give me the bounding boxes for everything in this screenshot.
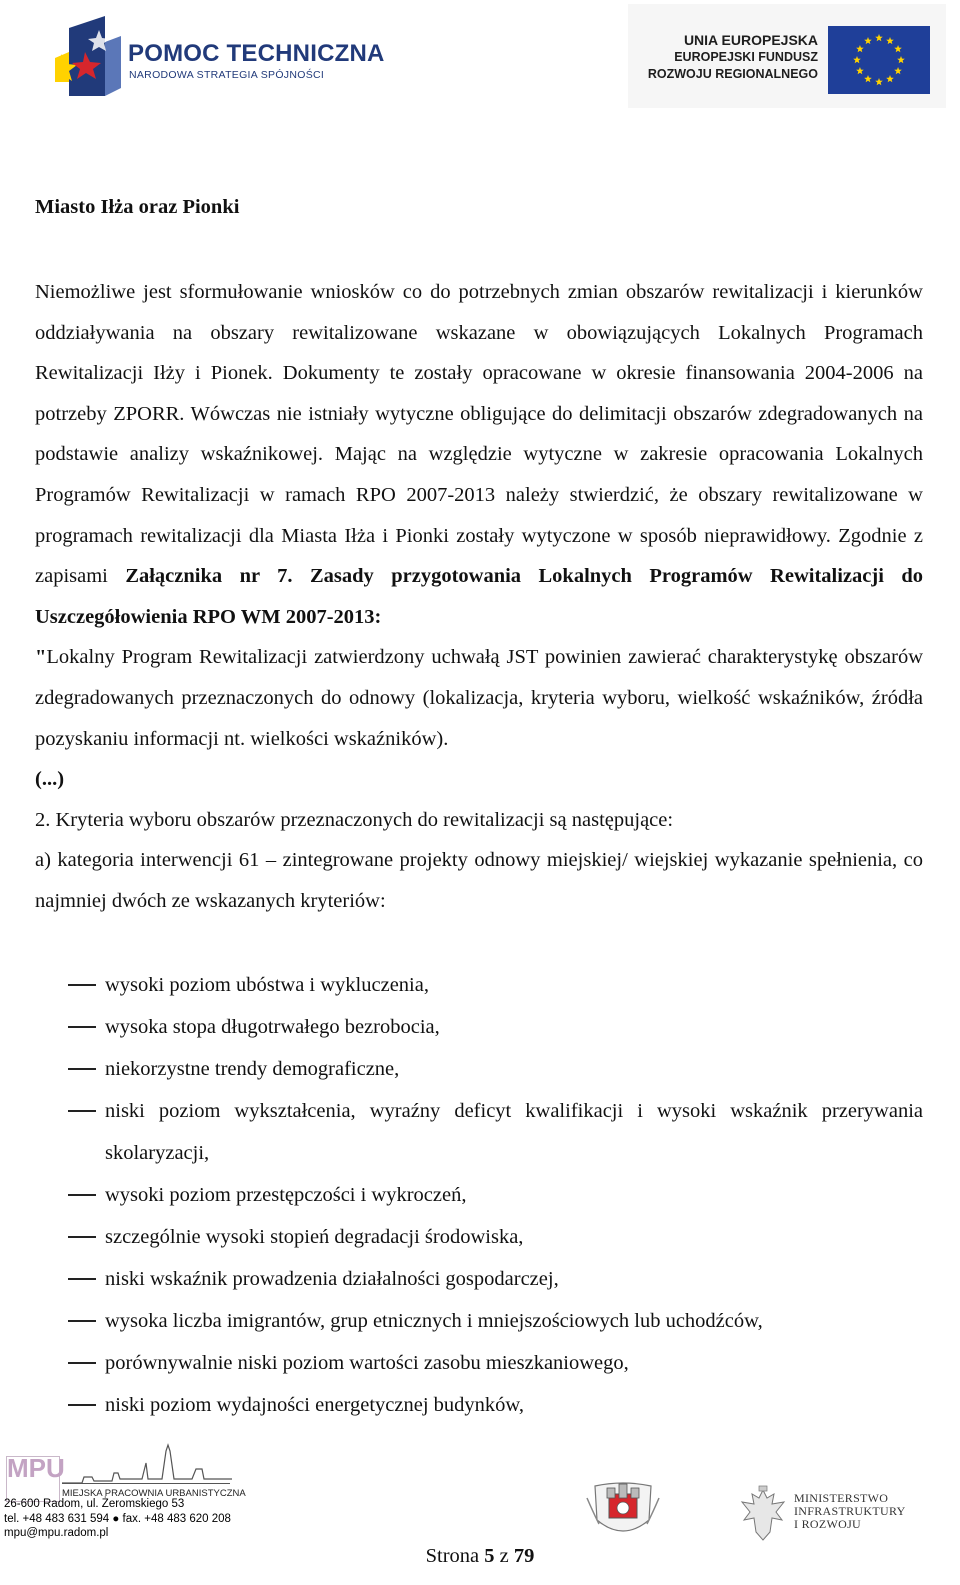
section-heading: Miasto Iłża oraz Pionki — [35, 196, 240, 218]
list-item — [35, 1174, 923, 1216]
eu-line-2: EUROPEJSKI FUNDUSZ — [674, 50, 818, 64]
criterion-text: wysoki poziom ubóstwa i wykluczenia, — [105, 974, 429, 996]
page-separator: z — [499, 1545, 509, 1567]
criteria-list — [35, 964, 923, 1426]
dash-bullet-icon — [68, 1194, 96, 1196]
pomoc-techniczna-emblem-icon — [55, 12, 125, 102]
mpu-divider — [62, 1483, 230, 1484]
eu-flag-icon — [828, 26, 930, 94]
criterion-text: wysoka stopa długotrwałego bezrobocia, — [105, 1016, 440, 1038]
list-item — [35, 1216, 923, 1258]
dash-bullet-icon — [68, 1110, 96, 1112]
dash-bullet-icon — [68, 1068, 96, 1070]
point-a: a) kategoria interwencji 61 – zintegrowane projekty odnowy miejskiej/ wiejskiej wykazanie spełnienia, co najmniej dwóch ze wskazanych kryteriów: — [35, 849, 923, 912]
criterion-text: niekorzystne trendy demograficzne, — [105, 1058, 400, 1080]
list-item — [35, 964, 923, 1006]
page-number — [0, 1545, 960, 1568]
paragraph-intro — [35, 272, 923, 637]
dash-bullet-icon — [68, 984, 96, 986]
point-2: 2. Kryteria wyboru obszarów przeznaczonych do rewitalizacji są następujące: — [35, 808, 674, 831]
paragraph-intro-text: Niemożliwe jest sformułowanie wniosków co do potrzebnych zmian obszarów rewitalizacji i kierunków oddziaływania na obszary rewitalizowane wskazane w obowiązujących Lokalnych Programach Rewitalizacji Iłży i Pionek. Dokumenty te zostały opracowane w okresie finansowania 2004-2006 na potrzeby ZPORR. Wówczas nie istniały wytyczne obligujące do delimitacji obszarów zdegradowanych na podstawie analizy wskaźnikowej. Mając na względzie wytyczne w zakresie opracowania Lokalnych Programów Rewitalizacji w ramach RPO 2007-2013 należy stwierdzić, że obszary rewitalizowane w programach rewitalizacji dla Miasta Iłża i Pionki zostały wytyczone w sposób nieprawidłowy. Zgodnie z zapisami — [35, 281, 923, 588]
mpu-email[interactable]: mpu@mpu.radom.pl — [4, 1527, 109, 1539]
ministry-text — [794, 1492, 906, 1531]
criterion-text: wysoki poziom przestępczości i wykroczeń, — [105, 1184, 467, 1206]
ministry-line-2: INFRASTRUKTURY — [794, 1504, 906, 1518]
dash-bullet-icon — [68, 1278, 96, 1280]
list-item — [35, 1384, 923, 1426]
list-item — [35, 1090, 923, 1174]
annex-reference: Załącznika nr 7. Zasady przygotowania Lokalnych Programów Rewitalizacji do Uszczegółowienia RPO WM 2007-2013: — [35, 565, 923, 628]
mpu-contact — [4, 1497, 231, 1541]
page-current: 5 — [484, 1545, 495, 1567]
list-item — [35, 1342, 923, 1384]
city-skyline-icon — [62, 1443, 232, 1485]
ministry-line-3: I ROZWOJU — [794, 1517, 862, 1531]
ministry-line-1: MINISTERSTWO — [794, 1491, 889, 1505]
eu-fund-text — [648, 32, 818, 83]
coat-of-arms-icon — [585, 1478, 661, 1544]
mpu-address: 26-600 Radom, ul. Żeromskiego 53 — [4, 1498, 185, 1510]
dash-bullet-icon — [68, 1236, 96, 1238]
list-item — [35, 1300, 923, 1342]
main-text — [35, 272, 923, 922]
page-total: 79 — [513, 1545, 535, 1567]
dash-bullet-icon — [68, 1362, 96, 1364]
quote-paragraph — [35, 637, 923, 759]
mpu-logo: MPU — [6, 1456, 60, 1502]
criterion-text: porównywalnie niski poziom wartości zasobu mieszkaniowego, — [105, 1352, 629, 1374]
dash-bullet-icon — [68, 1320, 96, 1322]
logo-subtitle: NARODOWA STRATEGIA SPÓJNOŚCI — [129, 69, 325, 81]
logo-title: POMOC TECHNICZNA — [128, 40, 385, 67]
list-item — [35, 1048, 923, 1090]
criterion-text: szczególnie wysoki stopień degradacji środowiska, — [105, 1226, 524, 1248]
quote-text: Lokalny Program Rewitalizacji zatwierdzony uchwałą JST powinien zawierać charakterystykę obszarów zdegradowanych przeznaczonych do odnowy (lokalizacja, kryteria wyboru, wielkość wskaźników, źródła pozyskaniu informacji nt. wielkości wskaźników). — [35, 646, 923, 750]
dash-bullet-icon — [68, 1026, 96, 1028]
eu-line-3: ROZWOJU REGIONALNEGO — [647, 67, 818, 81]
ministry-logo — [738, 1484, 938, 1544]
mpu-footer — [4, 1443, 254, 1543]
mpu-name: MIEJSKA PRACOWNIA URBANISTYCZNA — [62, 1488, 246, 1499]
quote-mark: " — [35, 646, 47, 669]
pomoc-techniczna-logo — [55, 12, 385, 102]
criterion-text: niski poziom wykształcenia, wyraźny deficyt kwalifikacji i wysoki wskaźnik przerywania skolaryzacji, — [105, 1100, 923, 1164]
list-item — [35, 1258, 923, 1300]
page-label: Strona — [425, 1545, 480, 1567]
list-item — [35, 1006, 923, 1048]
dash-bullet-icon — [68, 1404, 96, 1406]
criterion-text: niski poziom wydajności energetycznej budynków, — [105, 1394, 525, 1416]
eu-line-1: UNIA EUROPEJSKA — [683, 32, 818, 48]
radom-coat-of-arms — [585, 1478, 661, 1544]
polish-eagle-icon — [738, 1484, 788, 1544]
mpu-phone: tel. +48 483 631 594 ● fax. +48 483 620 208 — [4, 1512, 231, 1525]
criterion-text: wysoka liczba imigrantów, grup etnicznych i mniejszościowych lub uchodźców, — [105, 1310, 763, 1332]
eu-fund-logo — [628, 4, 946, 108]
ellipsis: (...) — [35, 768, 65, 791]
criterion-text: niski wskaźnik prowadzenia działalności gospodarczej, — [105, 1268, 559, 1290]
